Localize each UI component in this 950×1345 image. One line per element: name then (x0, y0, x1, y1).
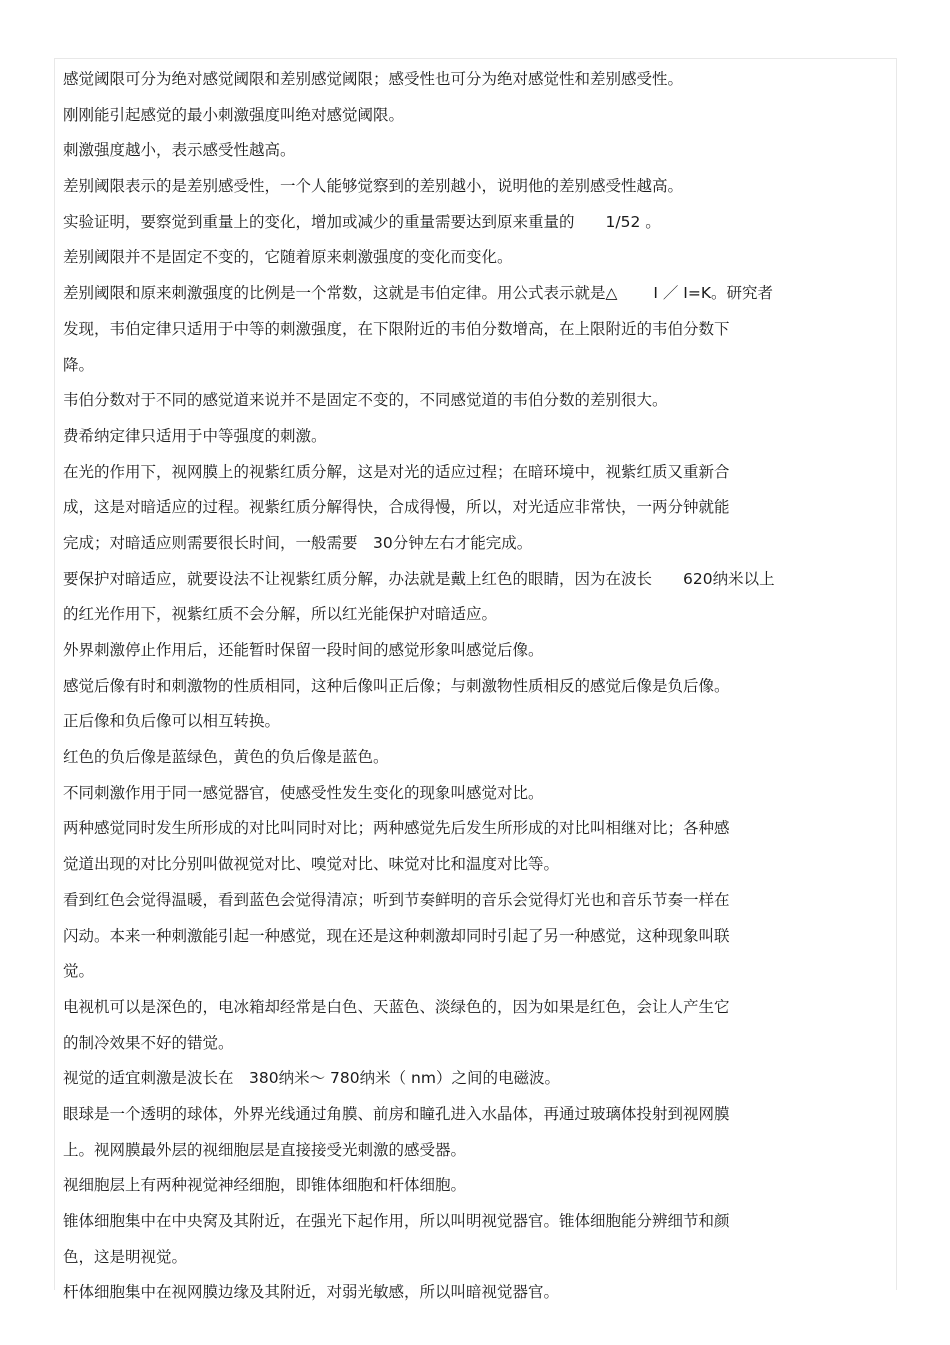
text-line: 不同刺激作用于同一感觉器官，使感受性发生变化的现象叫感觉对比。 (63, 783, 544, 802)
text-line: 视觉的适宜刺激是波长在 380纳米～ 780纳米（ nm）之间的电磁波。 (63, 1069, 560, 1088)
paragraph (63, 62, 898, 98)
text-line: 要保护对暗适应，就要设法不让视紫红质分解，办法就是戴上红色的眼睛，因为在波长 620纳米以上 (63, 569, 775, 588)
paragraph (63, 1097, 898, 1168)
text-line: 上。视网膜最外层的视细胞层是直接接受光刺激的感受器。 (63, 1140, 467, 1159)
text-line: 杆体细胞集中在视网膜边缘及其附近，对弱光敏感，所以叫暗视觉器官。 (63, 1283, 560, 1302)
text-line: 差别阈限和原来刺激强度的比例是一个常数，这就是韦伯定律。用公式表示就是△ I ／ I=K。研究者 (63, 284, 773, 303)
text-line: 锥体细胞集中在中央窝及其附近，在强光下起作用，所以叫明视觉器官。锥体细胞能分辨细节和颜 (63, 1212, 730, 1230)
text-line: 成，这是对暗适应的过程。视紫红质分解得快，合成得慢，所以，对光适应非常快，一两分钟就能 (63, 498, 730, 517)
text-line: 发现，韦伯定律只适用于中等的刺激强度，在下限附近的韦伯分数增高，在上限附近的韦伯分数下 (63, 319, 730, 338)
text-line: 正后像和负后像可以相互转换。 (63, 712, 281, 731)
paragraph (63, 776, 898, 812)
text-line: 外界刺激停止作用后，还能暂时保留一段时间的感觉形象叫感觉后像。 (63, 641, 544, 659)
paragraph (63, 205, 898, 241)
text-line: 刚刚能引起感觉的最小刺激强度叫绝对感觉阈限。 (63, 105, 405, 124)
paragraph (63, 669, 898, 740)
paragraph (63, 169, 898, 205)
paragraph (63, 455, 898, 562)
paragraph (63, 1204, 898, 1275)
text-line: 感觉阈限可分为绝对感觉阈限和差别感觉阈限；感受性也可分为绝对感觉性和差别感受性。 (63, 70, 684, 88)
document-body (63, 62, 898, 1311)
text-line: 觉。 (63, 962, 95, 981)
text-line: 觉道出现的对比分别叫做视觉对比、嗅觉对比、味觉对比和温度对比等。 (63, 855, 560, 874)
text-line: 的红光作用下，视紫红质不会分解，所以红光能保护对暗适应。 (63, 605, 498, 624)
paragraph (63, 633, 898, 669)
text-line: 两种感觉同时发生所形成的对比叫同时对比；两种感觉先后发生所形成的对比叫相继对比；各种感 (63, 819, 730, 838)
paragraph (63, 383, 898, 419)
paragraph (63, 1061, 898, 1097)
text-line: 电视机可以是深色的，电冰箱却经常是白色、天蓝色、淡绿色的，因为如果是红色，会让人产生它 (63, 997, 730, 1016)
text-line: 差别阈限并不是固定不变的，它随着原来刺激强度的变化而变化。 (63, 248, 513, 267)
text-line: 闪动。本来一种刺激能引起一种感觉，现在还是这种刺激却同时引起了另一种感觉，这种现象叫联 (63, 926, 730, 945)
paragraph (63, 811, 898, 882)
text-line: 感觉后像有时和刺激物的性质相同，这种后像叫正后像；与刺激物性质相反的感觉后像是负后像。 (63, 676, 730, 695)
text-line: 在光的作用下，视网膜上的视紫红质分解，这是对光的适应过程；在暗环境中，视紫红质又重新合 (63, 462, 730, 481)
paragraph (63, 740, 898, 776)
text-line: 降。 (63, 355, 95, 374)
text-line: 刺激强度越小，表示感受性越高。 (63, 141, 296, 160)
text-line: 视细胞层上有两种视觉神经细胞，即锥体细胞和杆体细胞。 (63, 1176, 467, 1195)
paragraph (63, 276, 898, 383)
paragraph (63, 990, 898, 1061)
text-line: 韦伯分数对于不同的感觉道来说并不是固定不变的，不同感觉道的韦伯分数的差别很大。 (63, 391, 668, 410)
paragraph (63, 240, 898, 276)
paragraph (63, 98, 898, 134)
paragraph (63, 419, 898, 455)
paragraph (63, 883, 898, 990)
paragraph (63, 1275, 898, 1311)
text-line: 红色的负后像是蓝绿色，黄色的负后像是蓝色。 (63, 748, 389, 767)
text-line: 费希纳定律只适用于中等强度的刺激。 (63, 426, 327, 445)
paragraph (63, 1168, 898, 1204)
text-line: 眼球是一个透明的球体，外界光线通过角膜、前房和瞳孔进入水晶体，再通过玻璃体投射到视网膜 (63, 1104, 730, 1123)
text-line: 差别阈限表示的是差别感受性，一个人能够觉察到的差别越小，说明他的差别感受性越高。 (63, 177, 684, 196)
text-line: 色，这是明视觉。 (63, 1247, 188, 1266)
text-line: 看到红色会觉得温暖，看到蓝色会觉得清凉；听到节奏鲜明的音乐会觉得灯光也和音乐节奏一样在 (63, 890, 730, 909)
text-line: 的制冷效果不好的错觉。 (63, 1033, 234, 1052)
paragraph (63, 562, 898, 633)
text-line: 实验证明，要察觉到重量上的变化，增加或减少的重量需要达到原来重量的 1/52 。 (63, 212, 661, 231)
paragraph (63, 133, 898, 169)
text-line: 完成；对暗适应则需要很长时间，一般需要 30分钟左右才能完成。 (63, 533, 533, 552)
